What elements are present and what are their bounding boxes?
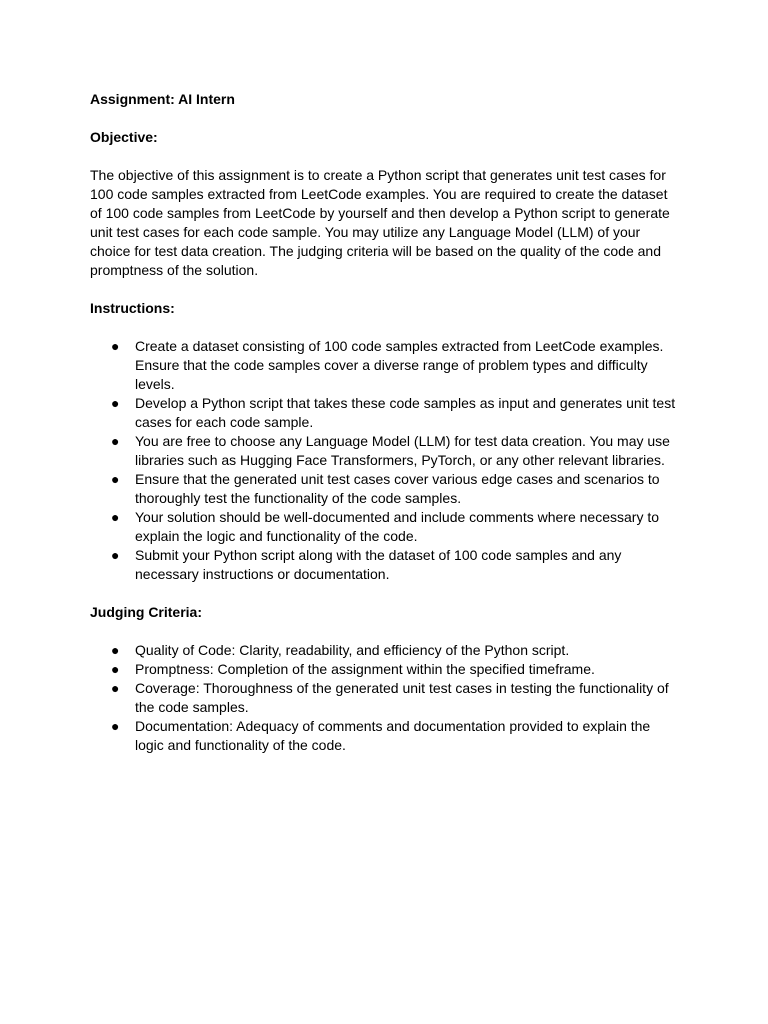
list-item-text: Coverage: Thoroughness of the generated unit test cases in testing the functionality of the code samples.	[135, 680, 669, 715]
objective-heading: Objective:	[90, 129, 158, 145]
list-item	[90, 660, 680, 679]
list-item-text: Create a dataset consisting of 100 code samples extracted from LeetCode examples. Ensure that the code samples cover a diverse range of problem types and difficulty levels.	[135, 338, 664, 392]
document-title: Assignment: AI Intern	[90, 91, 235, 107]
list-item-text: Ensure that the generated unit test cases cover various edge cases and scenarios to thoroughly test the functionality of the code samples.	[135, 471, 660, 506]
list-item	[90, 432, 680, 470]
list-item-text: Your solution should be well-documented and include comments where necessary to explain the logic and functionality of the code.	[135, 509, 660, 544]
list-item-text: Submit your Python script along with the dataset of 100 code samples and any necessary instructions or documentation.	[135, 547, 622, 582]
bullet-icon: ●	[111, 718, 120, 734]
list-item	[90, 337, 680, 394]
list-item	[90, 394, 680, 432]
list-item	[90, 470, 680, 508]
instructions-list	[90, 337, 680, 584]
bullet-icon: ●	[111, 338, 120, 354]
list-item-text: Promptness: Completion of the assignment within the specified timeframe.	[135, 661, 595, 677]
judging-heading: Judging Criteria:	[90, 604, 203, 620]
bullet-icon: ●	[111, 433, 120, 449]
list-item	[90, 508, 680, 546]
list-item-text: Develop a Python script that takes these code samples as input and generates unit test cases for each code sample.	[135, 395, 676, 430]
list-item	[90, 717, 680, 755]
list-item	[90, 641, 680, 660]
list-item	[90, 679, 680, 717]
instructions-heading: Instructions:	[90, 300, 175, 316]
bullet-icon: ●	[111, 509, 120, 525]
bullet-icon: ●	[111, 680, 120, 696]
list-item-text: You are free to choose any Language Model (LLM) for test data creation. You may use libraries such as Hugging Face Transformers, PyTorch, or any other relevant libraries.	[135, 433, 670, 468]
list-item-text: Documentation: Adequacy of comments and documentation provided to explain the logic and functionality of the code.	[135, 718, 651, 753]
bullet-icon: ●	[111, 471, 120, 487]
list-item	[90, 546, 680, 584]
bullet-icon: ●	[111, 642, 120, 658]
objective-paragraph: The objective of this assignment is to create a Python script that generates unit test cases for 100 code samples extracted from LeetCode examples. You are required to create the dataset of 100 code samples from LeetCode by yourself and then develop a Python script to generate unit test cases for each code sample. You may utilize any Language Model (LLM) of your choice for test data creation. The judging criteria will be based on the quality of the code and promptness of the solution.	[90, 167, 670, 278]
bullet-icon: ●	[111, 547, 120, 563]
list-item-text: Quality of Code: Clarity, readability, and efficiency of the Python script.	[135, 642, 570, 658]
judging-list	[90, 641, 680, 755]
bullet-icon: ●	[111, 661, 120, 677]
document-page	[90, 90, 680, 755]
bullet-icon: ●	[111, 395, 120, 411]
